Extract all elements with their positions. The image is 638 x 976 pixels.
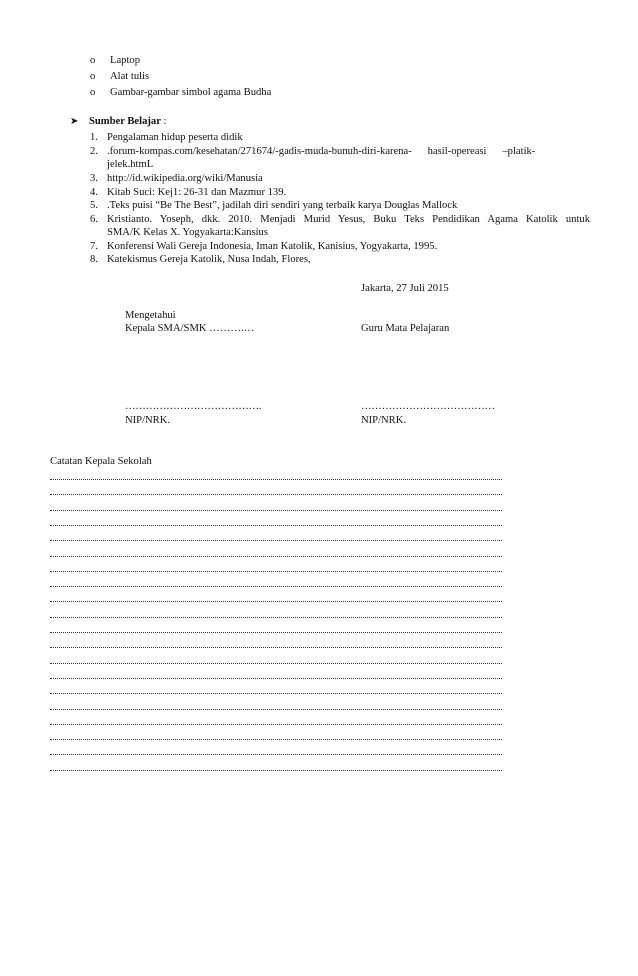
note-line[interactable]	[50, 615, 502, 618]
note-line[interactable]	[50, 676, 502, 679]
note-line[interactable]	[50, 508, 502, 511]
source-item: Pengalaman hidup peserta didik	[107, 132, 243, 143]
list-number: 8.	[90, 254, 98, 265]
teacher-label: Guru Mata Pelajaran	[361, 323, 450, 334]
source-item: Katekismus Gereja Katolik, Nusa Indah, Flores,	[107, 254, 311, 265]
arrow-bullet-icon: ➤	[70, 116, 79, 127]
note-line[interactable]	[50, 523, 502, 526]
note-line[interactable]	[50, 645, 502, 648]
list-number: 7.	[90, 241, 98, 252]
list-number: 3.	[90, 173, 98, 184]
note-line[interactable]	[50, 630, 502, 633]
list-number: 1.	[90, 132, 98, 143]
material-item: Alat tulis	[110, 71, 150, 82]
note-line[interactable]	[50, 768, 502, 771]
material-item: Laptop	[110, 55, 141, 66]
sources-heading	[89, 115, 167, 128]
note-line[interactable]	[50, 722, 502, 725]
list-number: 5.	[90, 200, 98, 211]
teacher-signature-line: …………………………………	[361, 401, 495, 412]
source-item: .forum-kompas.com/kesehatan/271674/-gadis-muda-bunuh-diri-karena- hasil-opereasi –platik-	[107, 146, 536, 157]
source-item: http://id.wikipedia.org/wiki/Manusia	[107, 173, 263, 184]
source-item-cont: jelek.htmL	[107, 159, 154, 170]
note-line[interactable]	[50, 477, 502, 480]
note-line[interactable]	[50, 691, 502, 694]
note-line[interactable]	[50, 661, 502, 664]
note-line[interactable]	[50, 584, 502, 587]
sources-heading-text: Sumber Belajar	[89, 116, 161, 127]
source-item: .Teks puisi “Be The Best”, jadilah diri sendiri yang terbaik karya Douglas Mallock	[107, 200, 458, 211]
note-line[interactable]	[50, 707, 502, 710]
notes-heading: Catatan Kepala Sekolah	[50, 456, 152, 467]
bullet: o	[90, 71, 96, 82]
note-line[interactable]	[50, 492, 502, 495]
place-date: Jakarta, 27 Juli 2015	[361, 283, 449, 294]
source-item-cont: SMA/K Kelas X. Yogyakarta:Kansius	[107, 227, 268, 238]
source-item: Kristianto. Yoseph, dkk. 2010. Menjadi Murid Yesus, Buku Teks Pendidikan Agama Katolik untuk	[107, 214, 590, 225]
principal-signature-line: ………………………………….	[125, 401, 262, 412]
note-line[interactable]	[50, 569, 502, 572]
material-item: Gambar-gambar simbol agama Budha	[110, 87, 272, 98]
bullet: o	[90, 87, 96, 98]
source-item: Kitab Suci: Kej1: 26-31 dan Mazmur 139.	[107, 187, 287, 198]
note-line[interactable]	[50, 538, 502, 541]
note-line[interactable]	[50, 737, 502, 740]
note-line[interactable]	[50, 554, 502, 557]
sources-heading-suffix: :	[160, 116, 167, 127]
source-item: Konferensi Wali Gereja Indonesia, Iman Katolik, Kanisius, Yogyakarta, 1995.	[107, 241, 438, 252]
list-number: 6.	[90, 214, 98, 225]
principal-label: Kepala SMA/SMK ……….…	[125, 323, 255, 334]
teacher-nip: NIP/NRK.	[361, 415, 407, 426]
list-number: 2.	[90, 146, 98, 157]
bullet: o	[90, 55, 96, 66]
note-line[interactable]	[50, 599, 502, 602]
list-number: 4.	[90, 187, 98, 198]
acknowledged-label: Mengetahui	[125, 310, 176, 321]
principal-nip: NIP/NRK.	[125, 415, 171, 426]
note-line[interactable]	[50, 752, 502, 755]
